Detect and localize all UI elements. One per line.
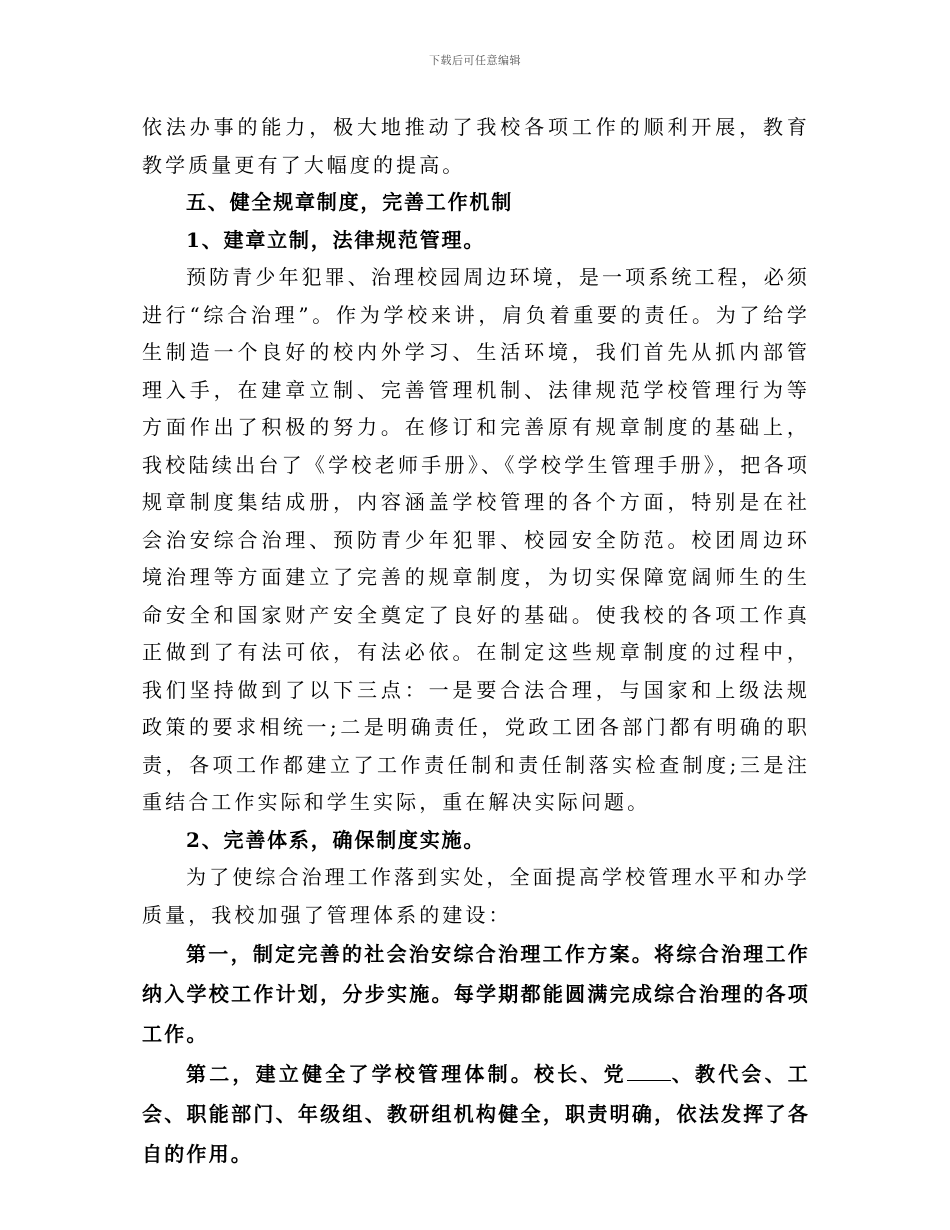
paragraph-body-2: 为了使综合治理工作落到实处，全面提高学校管理水平和办学质量，我校加强了管理体系的建设： [142,865,810,927]
paragraph-point-1: 第一，制定完善的社会治安综合治理工作方案。将综合治理工作纳入学校工作计划，分步实施。每学期都能圆满完成综合治理的各项工作。 [142,942,810,1046]
paragraph-point-2-end: 、教代会、工会、职能部门、年级组、教研组机构健全，职责明确，依法发挥了各自的作用。 [142,1062,810,1166]
section-heading: 五、健全规章制度，完善工作机制 [186,190,513,214]
paragraph-continuation: 依法办事的能力，极大地推动了我校各项工作的顺利开展，教育教学质量更有了大幅度的提高。 [142,115,810,177]
paragraph-point-2-start: 第二，建立健全了学校管理体制。校长、党 [186,1062,627,1086]
page-header: 下载后可任意编辑 [429,54,521,67]
paragraph-body-1: 预防青少年犯罪、治理校园周边环境，是一项系统工程，必须进行“综合治理”。作为学校来讲，肩负着重要的责任。为了给学生制造一个良好的校内外学习、生活环境，我们首先从抓内部管理入手，在建章立制、完善管理机制、法律规范学校管理行为等方面作出了积极的努力。在修订和完善原有规章制度的基础上，我校陆续出台了《学校老师手册》、《学校学生管理手册》，把各项规章制度集结成册，内容涵盖学校管理的各个方面，特别是在社会治安综合治理、预防青少年犯罪、校园安全防范。校团周边环境治理等方面建立了完善的规章制度，为切实保障宽阔师生的生命安全和国家财产安全奠定了良好的基础。使我校的各项工作真正做到了有法可依，有法必依。在制定这些规章制度的过程中，我们坚持做到了以下三点：一是要合法合理，与国家和上级法规政策的要求相统一;二是明确责任，党政工团各部门都有明确的职责，各项工作都建立了工作责任制和责任制落实检查制度;三是注重结合工作实际和学生实际，重在解决实际问题。 [142,265,810,814]
subsection-heading-1: 1、建章立制，法律规范管理。 [186,227,486,252]
blank-underline [627,1062,671,1081]
document-body [142,109,810,1174]
subsection-heading-2: 2、完善体系，确保制度实施。 [186,827,486,852]
paragraph-point-2 [142,1054,810,1174]
